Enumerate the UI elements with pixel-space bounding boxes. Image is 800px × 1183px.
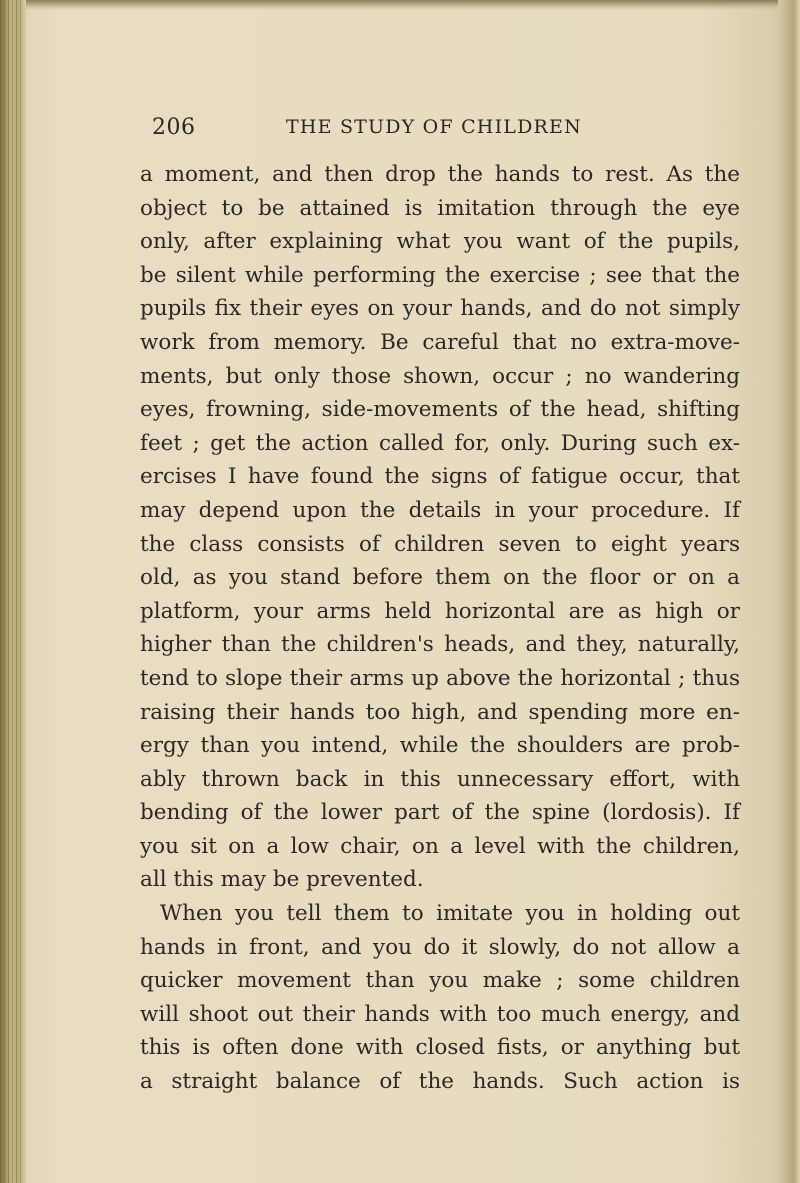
text-line: will shoot out their hands with too much energy, and	[140, 1001, 740, 1027]
text-line: this is often done with closed fists, or anything but	[140, 1035, 740, 1061]
book-binding-gutter	[0, 0, 26, 1183]
text-line: tend to slope their arms up above the horizontal ; thus	[140, 665, 740, 691]
text-line: higher than the children's heads, and they, naturally,	[140, 632, 740, 658]
text-line: old, as you stand before them on the floor or on a	[140, 565, 740, 591]
paragraph-start-line: When you tell them to imitate you in holding out	[160, 901, 740, 927]
text-line: ergy than you intend, while the shoulders are prob-	[140, 733, 740, 759]
text-line: a straight balance of the hands. Such action is	[140, 1069, 740, 1095]
text-line: raising their hands too high, and spending more en-	[140, 699, 740, 725]
text-line: platform, your arms held horizontal are as high or	[140, 598, 740, 624]
text-line: ments, but only those shown, occur ; no wandering	[140, 363, 740, 389]
page-top-edge	[0, 0, 800, 10]
page-number: 206	[152, 115, 196, 140]
text-line: you sit on a low chair, on a level with the children,	[140, 833, 740, 859]
running-title: THE STUDY OF CHILDREN	[286, 116, 582, 138]
text-line: hands in front, and you do it slowly, do not allow a	[140, 934, 740, 960]
text-line: eyes, frowning, side-movements of the head, shifting	[140, 397, 740, 423]
text-line: quicker movement than you make ; some children	[140, 968, 740, 994]
binding-texture	[4, 0, 24, 1183]
text-line: feet ; get the action called for, only. During such ex-	[140, 430, 740, 456]
text-line: the class consists of children seven to eight years	[140, 531, 740, 557]
page-stack-edge	[778, 0, 800, 1183]
text-line: ercises I have found the signs of fatigue occur, that	[140, 464, 740, 490]
text-line: ably thrown back in this unnecessary effort, with	[140, 766, 740, 792]
body-text	[140, 158, 740, 1099]
text-line: work from memory. Be careful that no extra-move-	[140, 329, 740, 355]
text-line: bending of the lower part of the spine (lordosis). If	[140, 800, 740, 826]
text-line: be silent while performing the exercise ; see that the	[140, 262, 740, 288]
text-line: a moment, and then drop the hands to rest. As the	[140, 162, 740, 187]
text-line: pupils fix their eyes on your hands, and do not simply	[140, 296, 740, 322]
text-line: only, after explaining what you want of the pupils,	[140, 229, 740, 255]
text-line: may depend upon the details in your procedure. If	[140, 497, 740, 523]
running-header	[0, 115, 800, 149]
text-line: object to be attained is imitation through the eye	[140, 195, 740, 221]
paragraph-end-line: all this may be prevented.	[140, 867, 424, 893]
